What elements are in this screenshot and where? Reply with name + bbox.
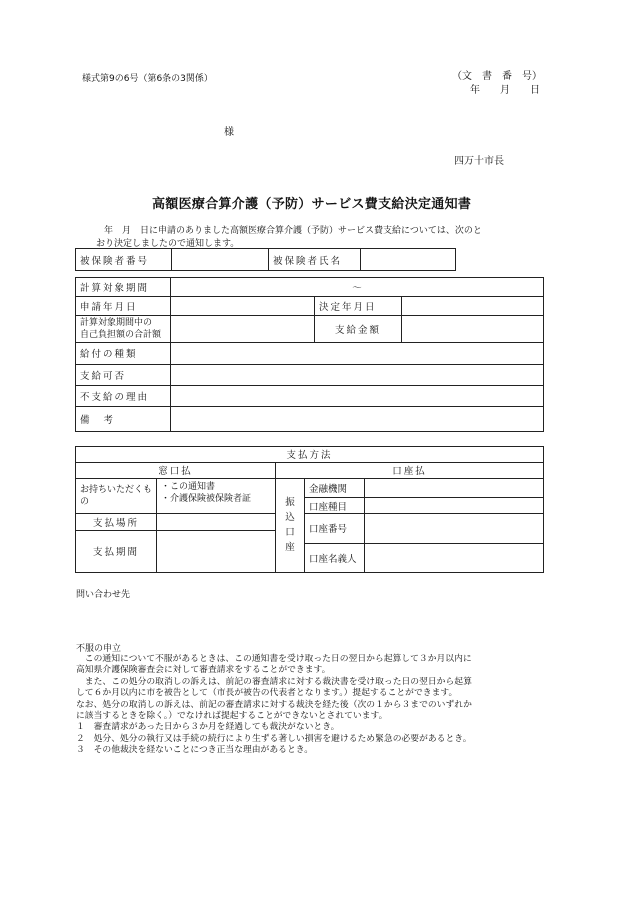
insured-number-label: 被保険者番号 bbox=[76, 249, 172, 271]
payment-term-label: 支払期間 bbox=[76, 530, 157, 572]
appeal-line: に該当するときを除く。）でなければ提起することができないとされています。 bbox=[76, 711, 388, 722]
appeal-line: 高知県介護保険審査会に対して審査請求をすることができます。 bbox=[76, 665, 331, 676]
period-label: 計算対象期間 bbox=[76, 278, 171, 297]
details-table bbox=[75, 277, 544, 432]
account-payment-heading: 口座払 bbox=[276, 462, 544, 478]
payment-place-value bbox=[157, 514, 276, 531]
benefit-type-value bbox=[171, 343, 544, 364]
appeal-heading: 不服の申立 bbox=[76, 644, 122, 654]
issuer-name: 四万十市長 bbox=[454, 156, 504, 167]
window-payment-heading: 窓口払 bbox=[76, 462, 276, 478]
remarks-value bbox=[171, 406, 544, 431]
appeal-line: この通知について不服があるときは、この通知書を受け取った日の翌日から起算して３か月以内に bbox=[76, 654, 472, 664]
intro-line-2: おり決定しましたので通知します。 bbox=[96, 239, 240, 249]
decision-date-label: 決定年月日 bbox=[315, 297, 402, 316]
insured-table bbox=[75, 248, 456, 271]
burden-total-value bbox=[171, 316, 315, 343]
amount-label: 支給金額 bbox=[315, 316, 402, 343]
payment-table bbox=[75, 446, 544, 573]
apply-date-value bbox=[171, 297, 315, 316]
document-number: （文 書 番 号） bbox=[452, 71, 542, 82]
reason-label: 不支給の理由 bbox=[76, 385, 171, 406]
appeal-line: １ 審査請求があった日から３か月を経過しても裁決がないとき。 bbox=[76, 722, 340, 733]
contact-label: 問い合わせ先 bbox=[76, 590, 131, 600]
bring-items-label: お持ちいただくもの bbox=[76, 478, 157, 514]
transfer-account-label: 振 込 口 座 bbox=[276, 478, 305, 573]
benefit-type-label: 給付の種類 bbox=[76, 343, 171, 364]
insured-number-value bbox=[172, 249, 269, 271]
bring-items-list: ・この通知書 ・介護保険被保険者証 bbox=[157, 478, 276, 514]
appeal-line: ３ その他裁決を経ないことにつき正当な理由があるとき。 bbox=[76, 745, 313, 756]
account-type-value bbox=[365, 498, 544, 514]
account-holder-label: 口座名義人 bbox=[305, 543, 365, 572]
insured-name-label: 被保険者氏名 bbox=[269, 249, 361, 271]
payment-heading: 支払方法 bbox=[76, 447, 544, 463]
burden-total-label: 計算対象期間中の 自己負担額の合計額 bbox=[76, 316, 171, 343]
addressee-suffix: 様 bbox=[224, 127, 234, 138]
appeal-line: また、この処分の取消しの訴えは、前記の審査請求に対する裁決書を受け取った日の翌日から起算 bbox=[76, 676, 472, 687]
appeal-text bbox=[76, 654, 472, 757]
account-type-label: 口座種目 bbox=[305, 498, 365, 514]
form-number: 様式第9の6号（第6条の3関係） bbox=[82, 74, 213, 84]
issue-date: 年 月 日 bbox=[470, 85, 540, 96]
decision-date-value bbox=[402, 297, 544, 316]
page-title: 高額医療合算介護（予防）サービス費支給決定通知書 bbox=[152, 197, 472, 212]
intro-line-1: 年 月 日に申請のありました高額医療合算介護（予防）サービス費支給については、次のと bbox=[104, 226, 482, 236]
account-number-value bbox=[365, 514, 544, 543]
remarks-label: 備考 bbox=[76, 406, 171, 431]
reason-value bbox=[171, 385, 544, 406]
approval-value bbox=[171, 364, 544, 385]
appeal-line: ２ 処分、処分の執行又は手続の続行により生ずる著しい損害を避けるため緊急の必要があるとき。 bbox=[76, 733, 472, 744]
apply-date-label: 申請年月日 bbox=[76, 297, 171, 316]
payment-term-value bbox=[157, 530, 276, 572]
bank-label: 金融機関 bbox=[305, 478, 365, 498]
approval-label: 支給可否 bbox=[76, 364, 171, 385]
account-number-label: 口座番号 bbox=[305, 514, 365, 543]
bank-value bbox=[365, 478, 544, 498]
insured-name-value bbox=[361, 249, 456, 271]
payment-place-label: 支払場所 bbox=[76, 514, 157, 531]
period-value: ～ bbox=[171, 278, 544, 297]
appeal-line: なお、処分の取消しの訴えは、前記の審査請求に対する裁決を経た後（次の１から３までのいずれか bbox=[76, 699, 472, 710]
account-holder-value bbox=[365, 543, 544, 572]
appeal-line: して６か月以内に市を被告として（市長が被告の代表者となります。）提起することができます。 bbox=[76, 688, 458, 699]
amount-value bbox=[402, 316, 544, 343]
